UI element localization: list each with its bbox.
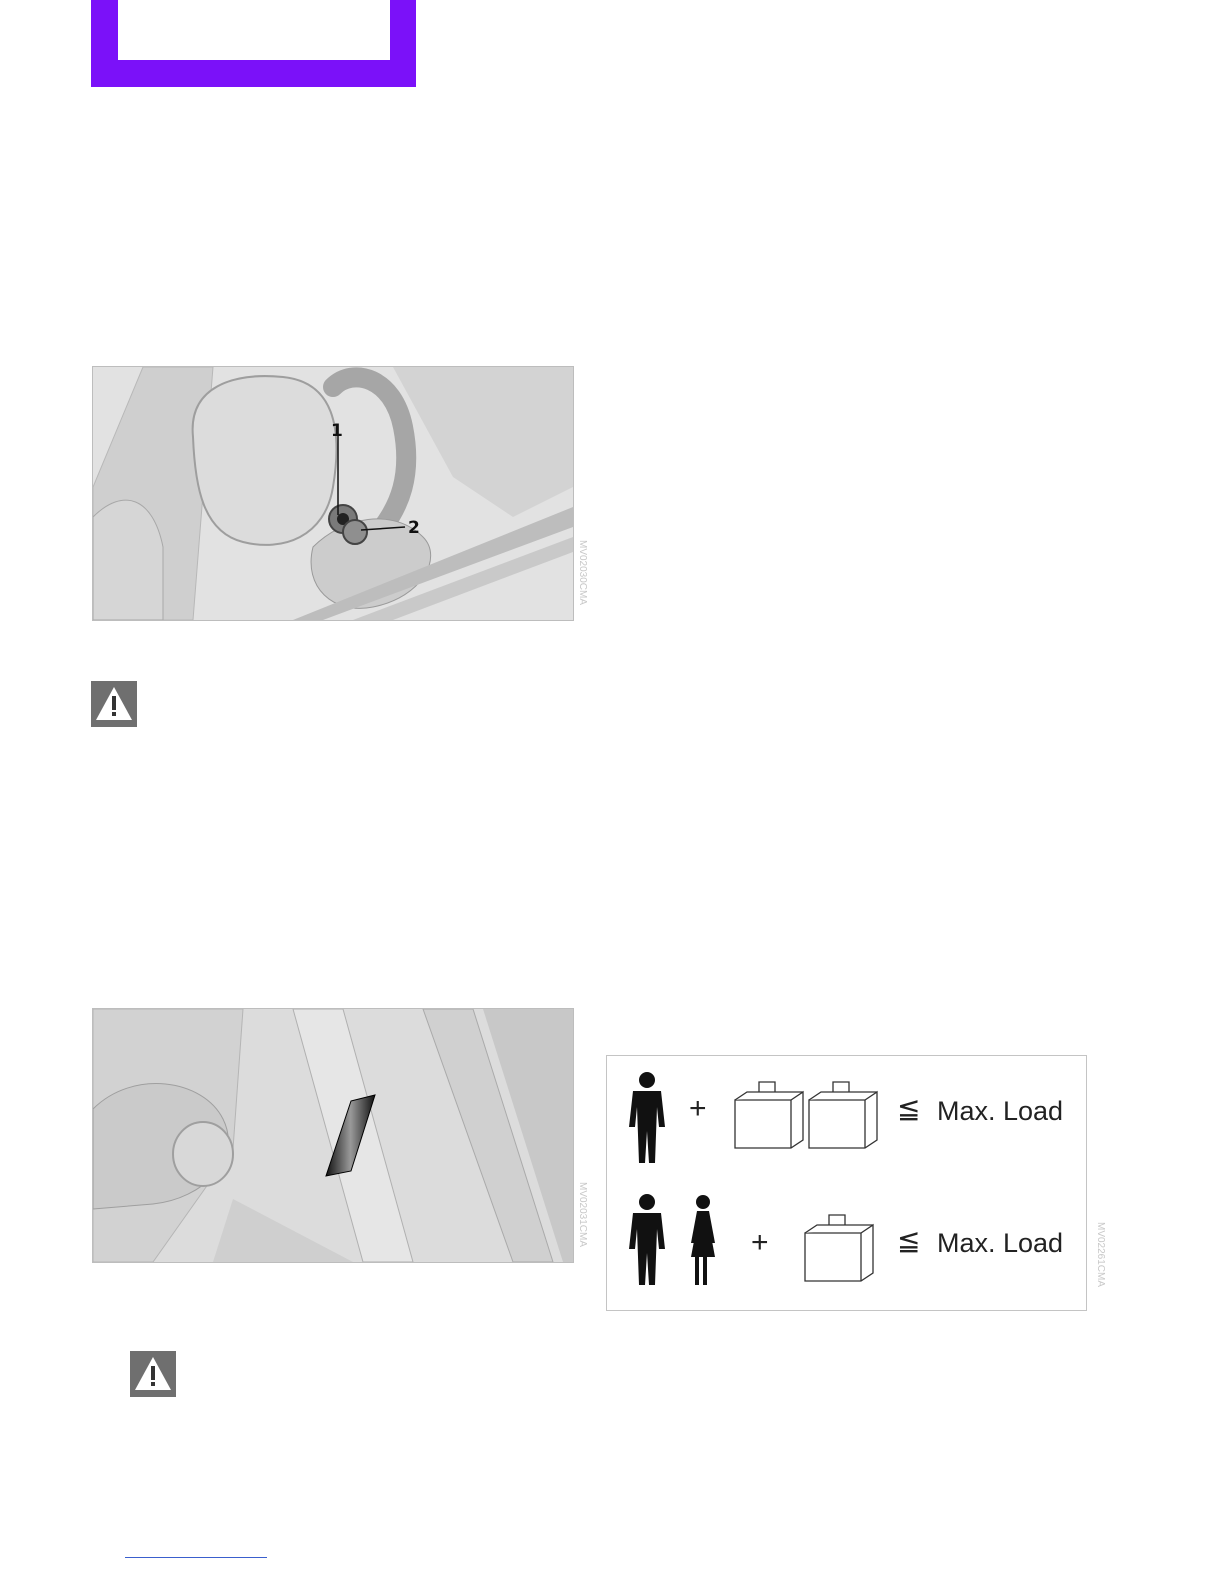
callout-1: 1	[331, 421, 343, 441]
head-restraint-photo	[92, 366, 574, 621]
image-code-1: MV02030CMA	[577, 540, 588, 606]
max-load-label: Max. Load	[937, 1096, 1064, 1126]
load-diagram	[606, 1055, 1087, 1311]
door-pillar-photo	[92, 1008, 574, 1263]
warning-triangle-icon	[130, 1351, 176, 1397]
warning-triangle-icon	[91, 681, 137, 727]
image-code-3: MV02261CMA	[1095, 1222, 1106, 1288]
less-equal-sign: ≦	[897, 1224, 921, 1257]
max-load-label: Max. Load	[937, 1228, 1064, 1258]
suitcase-icon	[803, 1211, 879, 1287]
man-icon	[625, 1071, 669, 1167]
plus-sign: +	[689, 1092, 707, 1125]
plus-sign: +	[751, 1226, 769, 1259]
less-equal-sign: ≦	[897, 1092, 921, 1125]
woman-icon	[685, 1193, 721, 1289]
image-code-2: MV02031CMA	[577, 1182, 588, 1248]
footer-link[interactable]	[125, 1557, 267, 1558]
header-title-area	[118, 0, 390, 60]
two-suitcases-icon	[733, 1078, 883, 1154]
callout-2: 2	[408, 518, 420, 538]
man-icon	[625, 1193, 669, 1289]
